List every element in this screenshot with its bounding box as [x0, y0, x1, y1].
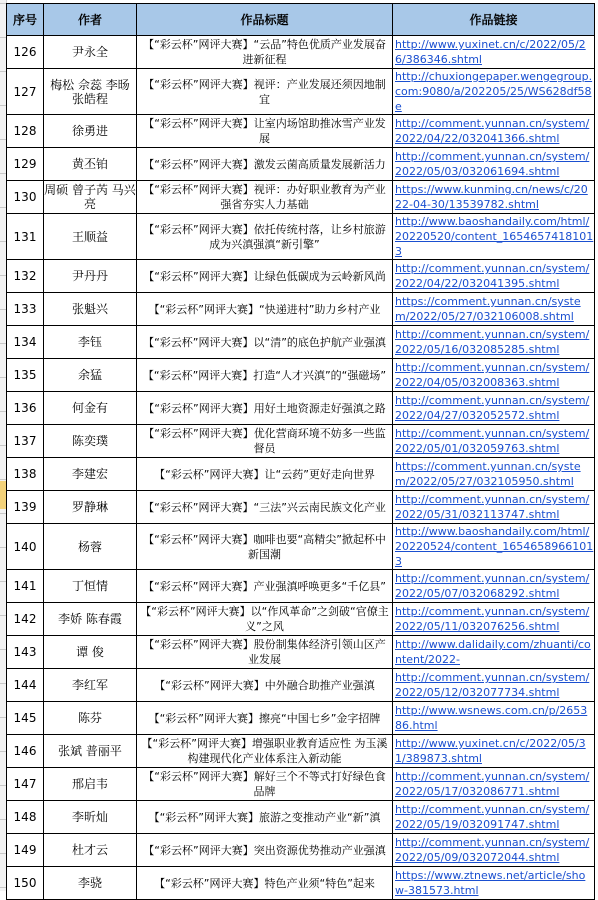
row-number: 143 — [7, 636, 44, 669]
author-cell: 梅松 佘蕊 李旸 张皓程 — [44, 69, 137, 115]
article-link[interactable]: https://www.kunming.cn/news/c/2022-04-30/13539782.shtml — [395, 183, 588, 211]
article-link[interactable]: http://www.wsnews.com.cn/p/265386.html — [395, 704, 588, 732]
link-cell — [393, 260, 595, 293]
title-cell: 【“彩云杯”网评大赛】依托传统村落，让乡村旅游成为兴滇强滇“新引擎” — [137, 214, 393, 260]
row-number: 147 — [7, 768, 44, 801]
article-link[interactable]: http://comment.yunnan.cn/system/2022/05/19/032091747.shtml — [395, 803, 590, 831]
table-row — [7, 458, 595, 491]
article-link[interactable]: http://comment.yunnan.cn/system/2022/04/22/032041395.shtml — [395, 262, 590, 290]
title-cell: 【“彩云杯”网评大赛】“云品”特色优质产业发展奋进新征程 — [137, 36, 393, 69]
header-title: 作品标题 — [137, 4, 393, 36]
link-cell — [393, 491, 595, 524]
title-cell: 【“彩云杯”网评大赛】让“云药”更好走向世界 — [137, 458, 393, 491]
author-cell: 陈奕璞 — [44, 425, 137, 458]
header-link: 作品链接 — [393, 4, 595, 36]
title-cell: 【“彩云杯”网评大赛】视评：产业发展还须因地制宜 — [137, 69, 393, 115]
table-row — [7, 702, 595, 735]
link-cell — [393, 834, 595, 867]
table-row — [7, 293, 595, 326]
author-cell: 李昕灿 — [44, 801, 137, 834]
link-cell — [393, 392, 595, 425]
row-number: 132 — [7, 260, 44, 293]
author-cell: 徐勇进 — [44, 115, 137, 148]
article-link[interactable]: http://comment.yunnan.cn/system/2022/05/12/032077734.shtml — [395, 671, 590, 699]
author-cell: 张斌 普丽平 — [44, 735, 137, 768]
article-link[interactable]: http://comment.yunnan.cn/system/2022/04/27/032052572.shtml — [395, 394, 590, 422]
article-link[interactable]: https://comment.yunnan.cn/system/2022/05/27/032105950.shtml — [395, 460, 581, 488]
link-cell — [393, 115, 595, 148]
article-link[interactable]: http://www.yuxinet.cn/c/2022/05/26/386346.shtml — [395, 38, 586, 66]
title-cell: 【“彩云杯”网评大赛】旅游之变推动产业“新”滇 — [137, 801, 393, 834]
table-row — [7, 36, 595, 69]
author-cell: 余猛 — [44, 359, 137, 392]
title-cell: 【“彩云杯”网评大赛】打造“人才兴滇”的“强磁场” — [137, 359, 393, 392]
article-link[interactable]: http://comment.yunnan.cn/system/2022/05/09/032072044.shtml — [395, 836, 590, 864]
table-row — [7, 148, 595, 181]
link-cell — [393, 69, 595, 115]
table-row — [7, 359, 595, 392]
author-cell: 李红军 — [44, 669, 137, 702]
row-number: 135 — [7, 359, 44, 392]
row-number: 140 — [7, 524, 44, 570]
title-cell: 【“彩云杯”网评大赛】解好三个不等式打好绿色食品牌 — [137, 768, 393, 801]
link-cell — [393, 570, 595, 603]
author-cell: 李建宏 — [44, 458, 137, 491]
title-cell: 【“彩云杯”网评大赛】突出资源优势推动产业强滇 — [137, 834, 393, 867]
link-cell — [393, 214, 595, 260]
author-cell: 陈芬 — [44, 702, 137, 735]
title-cell: 【“彩云杯”网评大赛】优化营商环境不妨多一些监督员 — [137, 425, 393, 458]
row-number: 149 — [7, 834, 44, 867]
title-cell: 【“彩云杯”网评大赛】以“清”的底色护航产业强滇 — [137, 326, 393, 359]
header-number: 序号 — [7, 4, 44, 36]
table-row — [7, 69, 595, 115]
title-cell: 【“彩云杯”网评大赛】咖啡也要“高精尖”掀起杯中新国潮 — [137, 524, 393, 570]
link-cell — [393, 524, 595, 570]
article-link[interactable]: http://www.baoshandaily.com/html/20220524/content_16546589661013 — [395, 525, 594, 568]
article-link[interactable]: http://comment.yunnan.cn/system/2022/05/31/032113747.shtml — [395, 493, 590, 521]
table-row — [7, 392, 595, 425]
article-link[interactable]: http://comment.yunnan.cn/system/2022/05/16/032085285.shtml — [395, 328, 590, 356]
table-row — [7, 669, 595, 702]
title-cell: 【“彩云杯”网评大赛】股份制集体经济引领山区产业发展 — [137, 636, 393, 669]
author-cell: 谭 俊 — [44, 636, 137, 669]
table-row — [7, 214, 595, 260]
author-cell: 何金有 — [44, 392, 137, 425]
row-number: 130 — [7, 181, 44, 214]
article-link[interactable]: http://www.baoshandaily.com/html/20220520/content_16546574181013 — [395, 215, 594, 258]
table-row — [7, 801, 595, 834]
row-number: 141 — [7, 570, 44, 603]
author-cell: 尹永全 — [44, 36, 137, 69]
link-cell — [393, 36, 595, 69]
link-cell — [393, 801, 595, 834]
title-cell: 【“彩云杯”网评大赛】增强职业教育适应性 为玉溪构建现代化产业体系注入新动能 — [137, 735, 393, 768]
table-row — [7, 636, 595, 669]
article-link[interactable]: https://comment.yunnan.cn/system/2022/05/27/032106008.shtml — [395, 295, 581, 323]
row-number: 127 — [7, 69, 44, 115]
row-number: 150 — [7, 867, 44, 900]
row-number: 129 — [7, 148, 44, 181]
link-cell — [393, 867, 595, 900]
author-cell: 周硕 曾子芮 马兴亮 — [44, 181, 137, 214]
article-link[interactable]: http://comment.yunnan.cn/system/2022/04/22/032041366.shtml — [395, 117, 590, 145]
table-row — [7, 834, 595, 867]
table-row — [7, 768, 595, 801]
header-author: 作者 — [44, 4, 137, 36]
link-cell — [393, 702, 595, 735]
table-row — [7, 570, 595, 603]
article-link[interactable]: http://chuxiongepaper.wengegroup.com:9080/a/202205/25/WS628df58e — [395, 70, 593, 113]
link-cell — [393, 458, 595, 491]
title-cell: 【“彩云杯”网评大赛】激发云菌高质量发展新活力 — [137, 148, 393, 181]
article-link[interactable]: http://comment.yunnan.cn/system/2022/05/07/032068292.shtml — [395, 572, 590, 600]
row-number: 138 — [7, 458, 44, 491]
title-cell: 【“彩云杯”网评大赛】“三法”兴云南民族文化产业 — [137, 491, 393, 524]
link-cell — [393, 636, 595, 669]
article-link[interactable]: http://comment.yunnan.cn/system/2022/05/03/032061694.shtml — [395, 150, 590, 178]
row-number: 136 — [7, 392, 44, 425]
link-cell — [393, 735, 595, 768]
link-cell — [393, 768, 595, 801]
author-cell: 李骁 — [44, 867, 137, 900]
title-cell: 【“彩云杯”网评大赛】让室内场馆助推冰雪产业发展 — [137, 115, 393, 148]
title-cell: 【“彩云杯”网评大赛】擦亮“中国七乡”金字招牌 — [137, 702, 393, 735]
row-number: 137 — [7, 425, 44, 458]
title-cell: 【“彩云杯”网评大赛】让绿色低碳成为云岭新风尚 — [137, 260, 393, 293]
link-cell — [393, 425, 595, 458]
row-number: 134 — [7, 326, 44, 359]
article-link[interactable]: http://comment.yunnan.cn/system/2022/05/17/032086771.shtml — [395, 770, 590, 798]
author-cell: 王顺益 — [44, 214, 137, 260]
author-cell: 李娇 陈春霞 — [44, 603, 137, 636]
table-row — [7, 491, 595, 524]
row-number: 131 — [7, 214, 44, 260]
table-row — [7, 603, 595, 636]
article-link[interactable]: https://www.ztnews.net/article/show-381573.html — [395, 869, 586, 897]
article-link[interactable]: http://www.dalidaily.com/zhuanti/content/2022- — [395, 638, 591, 666]
table-row — [7, 735, 595, 768]
title-cell: 【“彩云杯”网评大赛】视评：办好职业教育为产业强省夯实人力基础 — [137, 181, 393, 214]
table-row — [7, 326, 595, 359]
link-cell — [393, 669, 595, 702]
article-link[interactable]: http://www.yuxinet.cn/c/2022/05/31/389873.shtml — [395, 737, 586, 765]
row-number: 146 — [7, 735, 44, 768]
author-cell: 尹丹丹 — [44, 260, 137, 293]
table-row — [7, 260, 595, 293]
author-cell: 邢启韦 — [44, 768, 137, 801]
link-cell — [393, 326, 595, 359]
title-cell: 【“彩云杯”网评大赛】产业强滇呼唤更多“千亿县” — [137, 570, 393, 603]
link-cell — [393, 603, 595, 636]
title-cell: 【“彩云杯”网评大赛】用好土地资源走好强滇之路 — [137, 392, 393, 425]
link-cell — [393, 359, 595, 392]
row-number: 148 — [7, 801, 44, 834]
table-row — [7, 115, 595, 148]
link-cell — [393, 148, 595, 181]
table-row — [7, 867, 595, 900]
author-cell: 杜才云 — [44, 834, 137, 867]
row-number: 144 — [7, 669, 44, 702]
header-row — [7, 4, 595, 36]
author-cell: 黄丕铂 — [44, 148, 137, 181]
author-cell: 张魁兴 — [44, 293, 137, 326]
article-link[interactable]: http://comment.yunnan.cn/system/2022/05/01/032059763.shtml — [395, 427, 590, 455]
row-number: 139 — [7, 491, 44, 524]
works-table — [6, 3, 595, 900]
row-number: 145 — [7, 702, 44, 735]
title-cell: 【“彩云杯”网评大赛】特色产业须“特色”起来 — [137, 867, 393, 900]
article-link[interactable]: http://comment.yunnan.cn/system/2022/04/05/032008363.shtml — [395, 361, 590, 389]
table-row — [7, 181, 595, 214]
title-cell: 【“彩云杯”网评大赛】中外融合助推产业强滇 — [137, 669, 393, 702]
author-cell: 丁恒情 — [44, 570, 137, 603]
title-cell: 【“彩云杯”网评大赛】“快递进村”助力乡村产业 — [137, 293, 393, 326]
row-number: 126 — [7, 36, 44, 69]
table-row — [7, 425, 595, 458]
row-number: 133 — [7, 293, 44, 326]
author-cell: 杨蓉 — [44, 524, 137, 570]
author-cell: 罗静琳 — [44, 491, 137, 524]
title-cell: 【“彩云杯”网评大赛】以“作风革命”之剑破“官僚主义”之风 — [137, 603, 393, 636]
row-number: 128 — [7, 115, 44, 148]
table-row — [7, 524, 595, 570]
author-cell: 李钰 — [44, 326, 137, 359]
row-number: 142 — [7, 603, 44, 636]
link-cell — [393, 181, 595, 214]
article-link[interactable]: http://comment.yunnan.cn/system/2022/05/11/032076256.shtml — [395, 605, 590, 633]
link-cell — [393, 293, 595, 326]
